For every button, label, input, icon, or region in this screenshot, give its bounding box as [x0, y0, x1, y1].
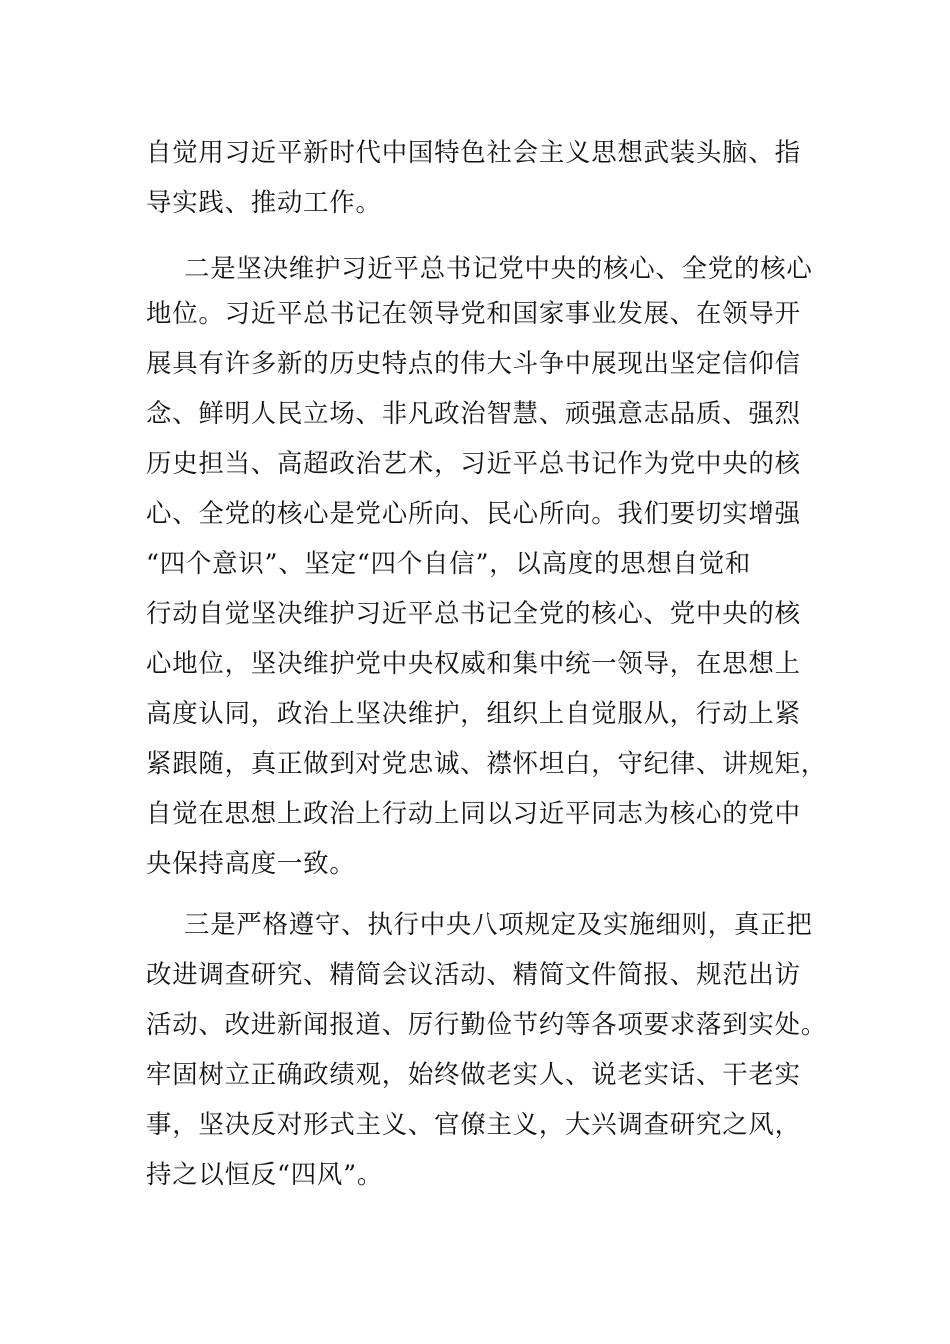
paragraph-two-line-10: 高度认同，政治上坚决维护，组织上自觉服从，行动上紧 — [146, 698, 801, 728]
paragraph-three-line-3: 活动、改进新闻报道、厉行勤俭节约等各项要求落到实处。 — [146, 1009, 827, 1039]
paragraph-two-line-4: 念、鲜明人民立场、非凡政治智慧、顽强意志品质、强烈 — [146, 398, 801, 428]
paragraph-continuation-line-1: 自觉用习近平新时代中国特色社会主义思想武装头脑、指 — [146, 137, 801, 167]
paragraph-two-line-3: 展具有许多新的历史特点的伟大斗争中展现出坚定信仰信 — [146, 348, 801, 378]
paragraph-three-line-1: 三是严格遵守、执行中央八项规定及实施细则，真正把 — [184, 909, 813, 939]
paragraph-two-line-13: 央保持高度一致。 — [146, 848, 356, 878]
paragraph-two-line-2: 地位。习近平总书记在领导党和国家事业发展、在领导开 — [146, 298, 801, 328]
paragraph-two-line-6: 心、全党的核心是党心所向、民心所向。我们要切实增强 — [146, 498, 801, 528]
paragraph-two-line-11: 紧跟随，真正做到对党忠诚、襟怀坦白，守纪律、讲规矩， — [146, 748, 827, 778]
paragraph-three-line-2: 改进调查研究、精简会议活动、精简文件简报、规范出访 — [146, 959, 801, 989]
paragraph-two-line-9: 心地位，坚决维护党中央权威和集中统一领导，在思想上 — [146, 648, 801, 678]
paragraph-three-line-6: 持之以恒反“四风”。 — [146, 1159, 384, 1189]
paragraph-two-line-5: 历史担当、高超政治艺术，习近平总书记作为党中央的核 — [146, 448, 801, 478]
paragraph-continuation-line-2: 导实践、推动工作。 — [146, 187, 382, 217]
paragraph-two-line-7: “四个意识”、坚定“四个自信”，以高度的思想自觉和 — [146, 548, 752, 578]
paragraph-three-line-5: 事，坚决反对形式主义、官僚主义，大兴调查研究之风， — [146, 1109, 801, 1139]
paragraph-two-line-8: 行动自觉坚决维护习近平总书记全党的核心、党中央的核 — [146, 598, 801, 628]
paragraph-two-line-12: 自觉在思想上政治上行动上同以习近平同志为核心的党中 — [146, 798, 801, 828]
paragraph-three-line-4: 牢固树立正确政绩观，始终做老实人、说老实话、干老实 — [146, 1059, 801, 1089]
paragraph-two-line-1: 二是坚决维护习近平总书记党中央的核心、全党的核心 — [184, 253, 813, 283]
